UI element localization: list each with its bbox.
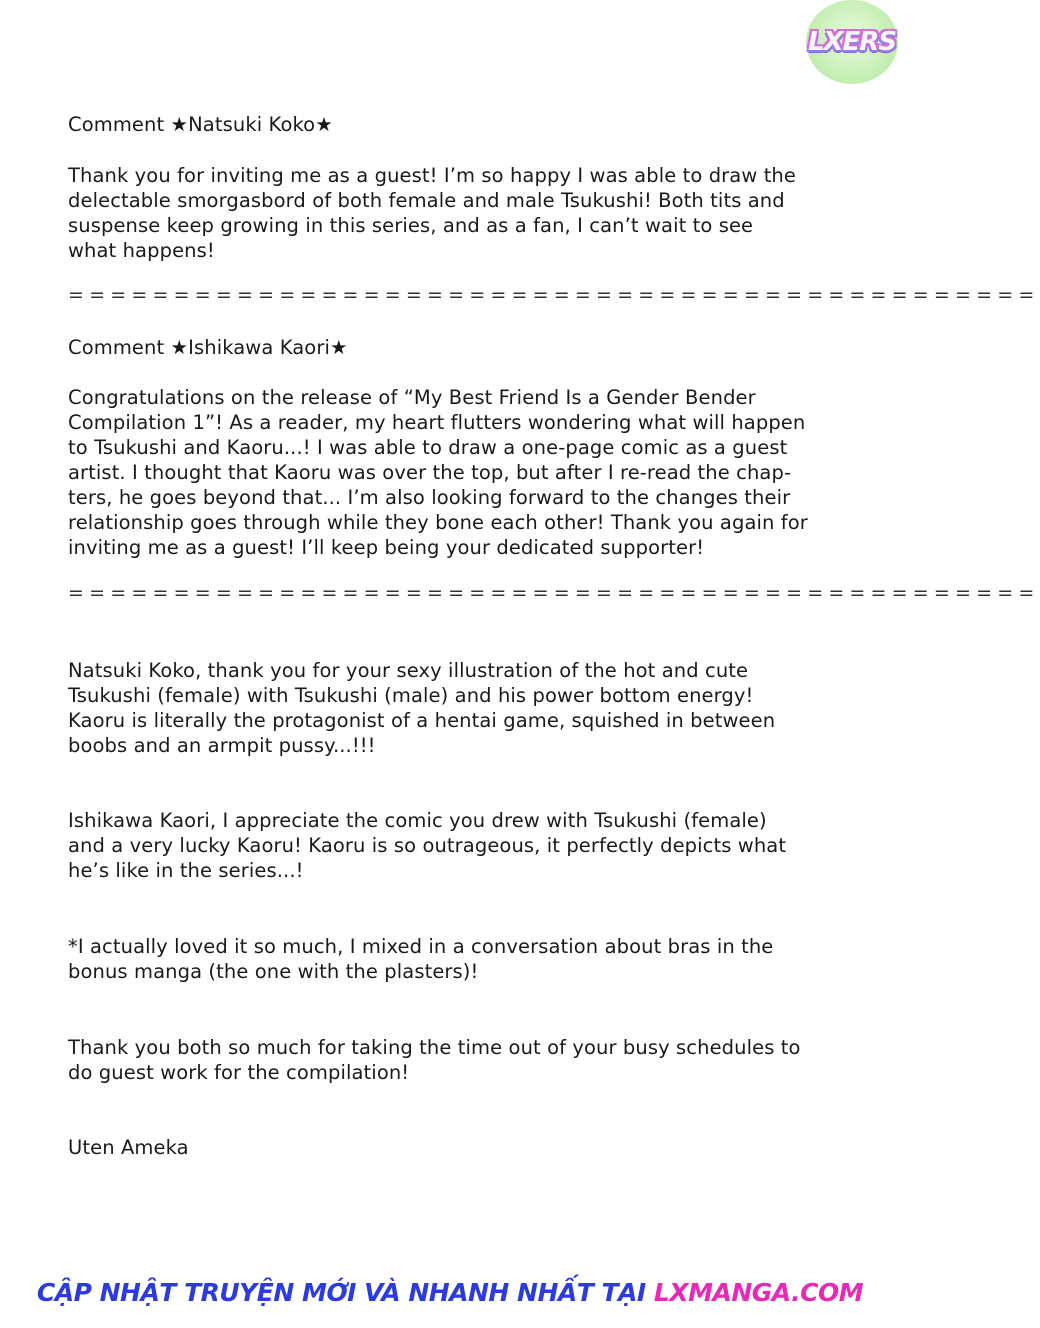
separator-2: ==============================================: [68, 582, 1040, 604]
signature: Uten Ameka: [68, 1136, 189, 1159]
promo-banner-site[interactable]: LXMANGA.COM: [653, 1278, 864, 1307]
promo-banner-text: CẬP NHẬT TRUYỆN MỚI VÀ NHANH NHẤT TẠI: [36, 1278, 654, 1307]
reply-paragraph-4: Thank you both so much for taking the time out of your busy schedules to do guest work for the compilation!: [68, 1036, 801, 1084]
reply-paragraph-2: Ishikawa Kaori, I appreciate the comic you drew with Tsukushi (female) and a very lucky Kaoru! Kaoru is so outrageous, it perfectly depicts what he’s like in the series...!: [68, 809, 787, 882]
reply-paragraph-3: *I actually loved it so much, I mixed in a conversation about bras in the bonus manga (the one with the plasters)!: [68, 935, 774, 983]
comment-2-heading: Comment ★Ishikawa Kaori★: [68, 336, 348, 359]
site-logo-text: LXERS: [807, 27, 897, 57]
separator-1: ==============================================: [68, 284, 1040, 306]
site-logo: [806, 0, 898, 84]
reply-paragraph-1: Natsuki Koko, thank you for your sexy illustration of the hot and cute Tsukushi (female) with Tsukushi (male) and his power bottom energy! Kaoru is literally the protagonist of a hentai game, squished in between boobs and an armpit pussy...!!!: [68, 659, 776, 757]
comment-1-heading: Comment ★Natsuki Koko★: [68, 113, 333, 136]
promo-banner[interactable]: [0, 1278, 900, 1307]
comment-1-body: Thank you for inviting me as a guest! I’m so happy I was able to draw the delectable smorgasbord of both female and male Tsukushi! Both tits and suspense keep growing in this series, and as a fan, I can’t wait to see what happens!: [68, 164, 796, 262]
comment-2-body: Congratulations on the release of “My Best Friend Is a Gender Bender Compilation 1”! As a reader, my heart flutters wondering what will happen to Tsukushi and Kaoru...! I was able to draw a one-page comic as a guest artist. I thought that Kaoru was over the top, but after I re-read the chap- ters, he goes beyond that... I’m also looking forward to the changes their relationship goes through while they bone each other! Thank you again for inviting me as a guest! I’ll keep being your dedicated supporter!: [68, 386, 808, 559]
